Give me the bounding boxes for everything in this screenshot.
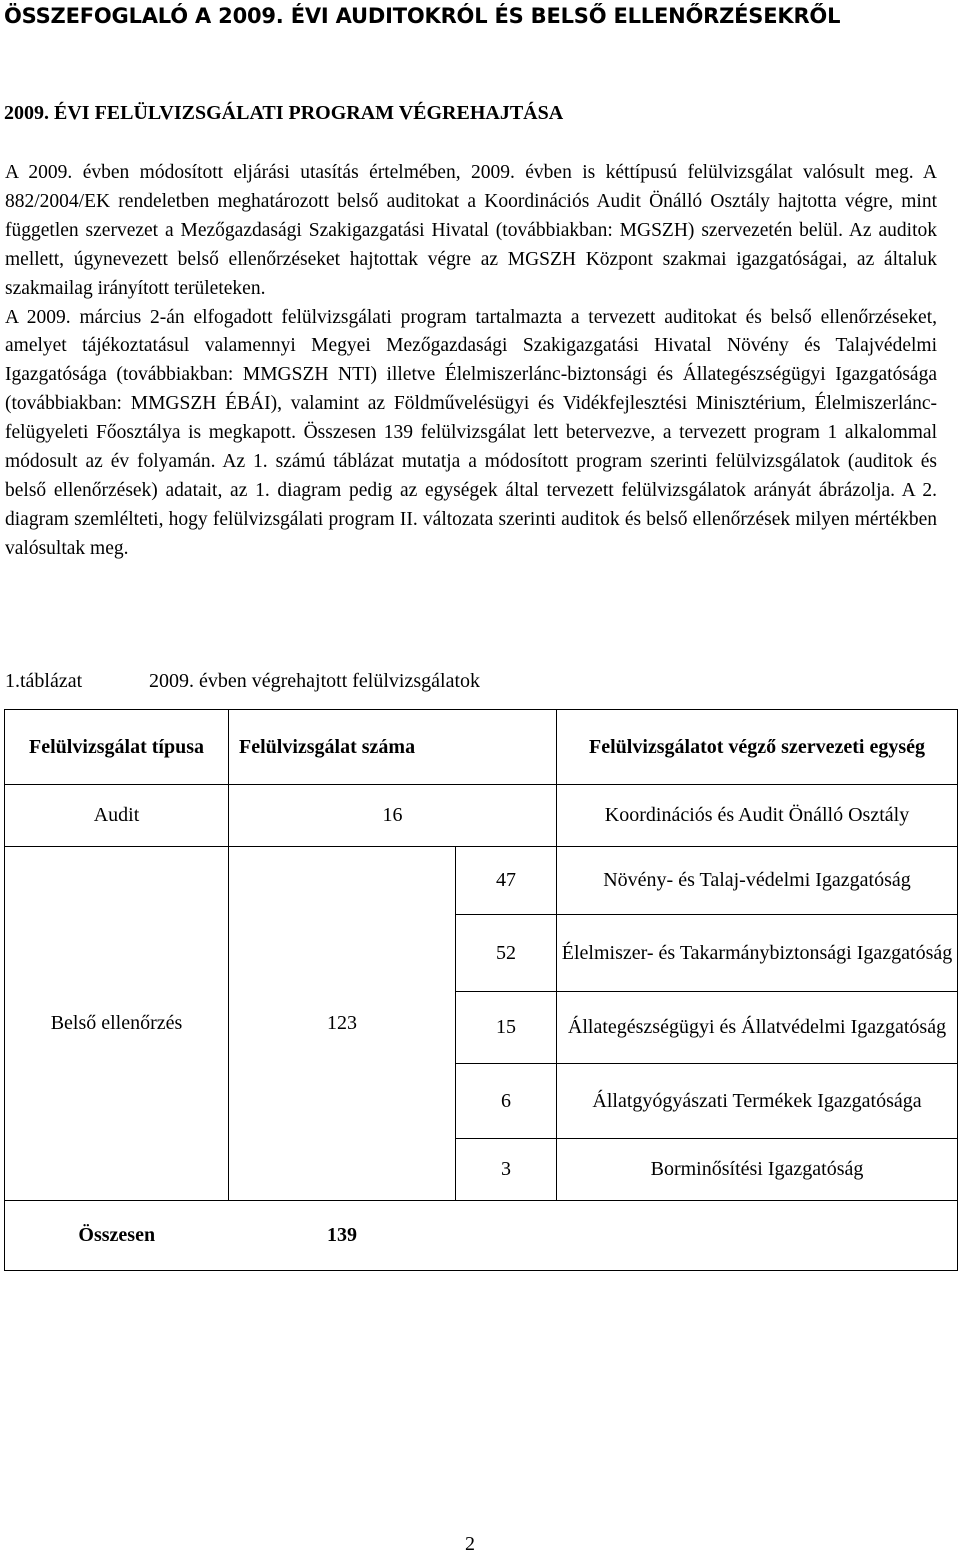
cell-audit-count: 16 [229,785,557,847]
paragraph: A 2009. évben módosított eljárási utasítás értelmében, 2009. évben is kéttípusú felülvizsgálat valósult meg. A 882/2004/EK rendeletben meghatározott belső auditokat a Koordinációs Audit Önálló Osztály hajtotta végre, mint független szervezet a Mezőgazdasági Szakigazgatási Hivatal (továbbiakban: MGSZH) szervezetén belül. Az auditok mellett, úgynevezett belső ellenőrzéseket hajtottak végre az MGSZH Központ szakmai igazgatóságai, az általuk szakmailag irányított területeken. [5,162,937,299]
table-caption [5,670,480,693]
header-count: Felülvizsgálat száma [229,710,557,785]
cell-total-empty [456,1201,557,1271]
table-caption-label: 1.táblázat [5,670,83,692]
cell-internal-unit: Állatgyógyászati Termékek Igazgatósága [557,1064,958,1139]
cell-internal-total: 123 [229,847,456,1201]
cell-audit-type: Audit [5,785,229,847]
cell-internal-count: 15 [456,992,557,1064]
cell-total-count: 139 [229,1201,456,1271]
table-caption-title: 2009. évben végrehajtott felülvizsgálatok [149,670,481,692]
table-row-total [5,1201,958,1271]
cell-internal-type: Belső ellenőrzés [5,847,229,1201]
table-row-audit [5,785,958,847]
cell-audit-unit: Koordinációs és Audit Önálló Osztály [557,785,958,847]
cell-internal-count: 6 [456,1064,557,1139]
cell-internal-count: 3 [456,1139,557,1201]
cell-internal-unit: Állategészségügyi és Állatvédelmi Igazgatóság [557,992,958,1064]
audit-summary-table [4,709,958,1271]
cell-internal-unit: Borminősítési Igazgatóság [557,1139,958,1201]
cell-internal-unit: Növény- és Talaj-védelmi Igazgatóság [557,847,958,915]
paragraph: A 2009. március 2-án elfogadott felülvizsgálati program tartalmazta a tervezett auditokat és belső ellenőrzéseket, amelyet tájékoztatásul valamennyi Megyei Mezőgazdasági Szakigazgatási Hivatal Növény és Talajvédelmi Igazgatósága (továbbiakban: MMGSZH NTI) illetve Élelmiszerlánc-biztonsági és Állategészségügyi Igazgatósága (továbbiakban: MMGSZH ÉBÁI), valamint az Földművelésügyi és Vidékfejlesztési Minisztérium, Élelmiszerlánc-felügyeleti Főosztálya is megkapott. Összesen 139 felülvizsgálat lett betervezve, a tervezett program 1 alkalommal módosult az év folyamán. Az 1. számú táblázat mutatja a módosított program szerinti felülvizsgálatok (auditok és belső ellenőrzések) adatait, az 1. diagram pedig az egységek által tervezett felülvizsgálatok arányát ábrázolja. A 2. diagram szemlélteti, hogy felülvizsgálati program II. változata szerinti auditok és belső ellenőrzések milyen mértékben valósultak meg. [5,306,937,559]
page-title: ÖSSZEFOGLALÓ A 2009. ÉVI AUDITOKRÓL ÉS BELSŐ ELLENŐRZÉSEKRŐL [4,4,841,28]
section-heading: 2009. ÉVI FELÜLVIZSGÁLATI PROGRAM VÉGREHAJTÁSA [4,102,564,124]
cell-total-empty [557,1201,958,1271]
cell-total-label: Összesen [5,1201,229,1271]
table-header-row [5,710,958,785]
page-number: 2 [465,1533,475,1555]
cell-internal-count: 47 [456,847,557,915]
cell-internal-unit: Élelmiszer- és Takarmánybiztonsági Igazgatóság [557,915,958,992]
body-text [5,159,937,564]
table-row-internal [5,847,958,915]
cell-internal-count: 52 [456,915,557,992]
header-type: Felülvizsgálat típusa [5,710,229,785]
header-unit: Felülvizsgálatot végző szervezeti egység [557,710,958,785]
